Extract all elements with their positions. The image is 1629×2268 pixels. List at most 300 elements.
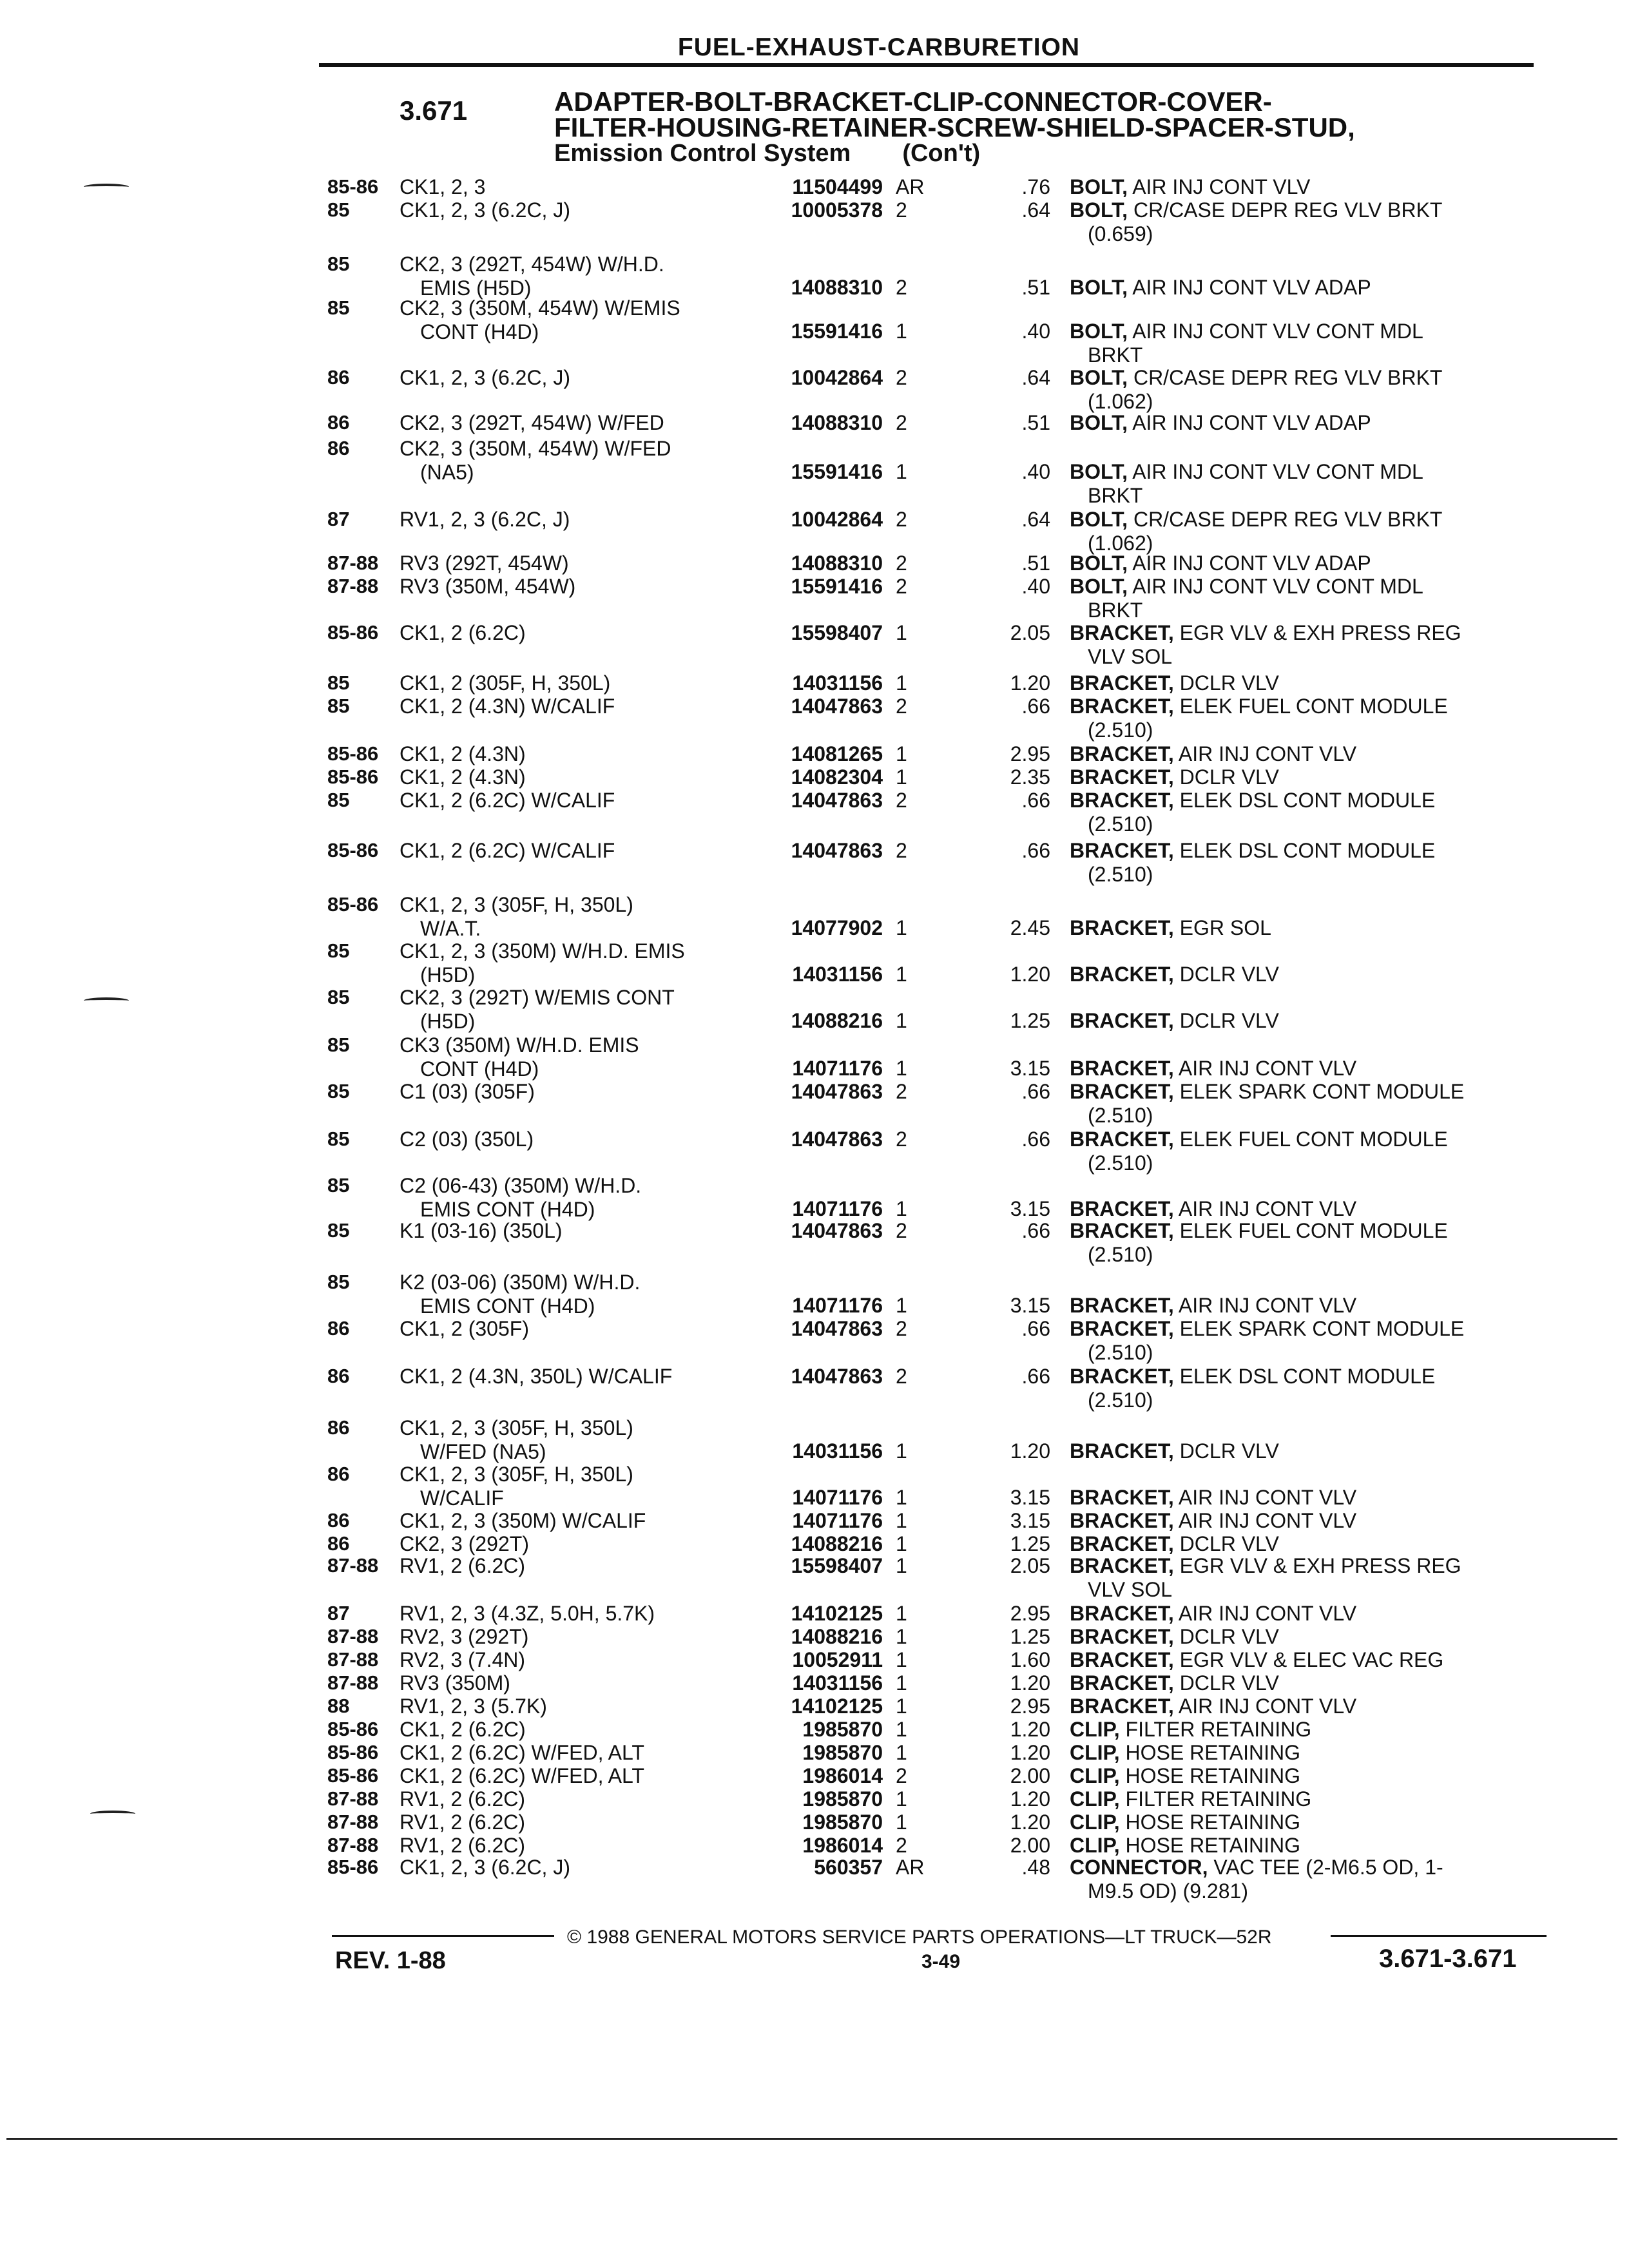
application-line2: EMIS (H5D) (420, 276, 532, 300)
description-cell (1070, 1695, 1547, 1718)
part-number-cell: 14047863 (791, 1128, 883, 1151)
part-number-cell: 14047863 (791, 839, 883, 862)
application-line1: CK1, 2 (4.3N) (400, 765, 526, 789)
footer-copyright: © 1988 GENERAL MOTORS SERVICE PARTS OPERATIONS—LT TRUCK—52R (567, 1927, 1272, 1948)
part-number-cell: 15591416 (791, 575, 883, 598)
application-line1: C1 (03) (305F) (400, 1080, 535, 1103)
application-line1: CK1, 2 (6.2C) (400, 1718, 526, 1741)
year-cell: 85-86 (327, 1856, 379, 1878)
table-row (0, 1128, 1629, 1175)
table-row (0, 1033, 1629, 1081)
quantity-cell: AR (896, 175, 925, 198)
description-text: DCLR VLV (1179, 963, 1279, 986)
quantity-cell: 1 (896, 1811, 907, 1834)
year-cell: 85 (327, 1128, 350, 1150)
application-line2: W/A.T. (420, 917, 481, 940)
year-cell: 85-86 (327, 1718, 379, 1740)
description-cell (1070, 1856, 1547, 1903)
group-number: 3.671 (400, 95, 468, 126)
description-cell (1070, 695, 1547, 742)
application-cell (400, 1787, 735, 1811)
year-cell: 88 (327, 1695, 350, 1717)
description-line2: (1.062) (1088, 390, 1153, 413)
description-text: DCLR VLV (1179, 765, 1279, 789)
application-line1: CK2, 3 (292T, 454W) W/FED (400, 411, 664, 434)
description-cell (1070, 621, 1547, 669)
application-line1: CK1, 2, 3 (6.2C, J) (400, 366, 570, 389)
quantity-cell: 2 (896, 575, 907, 598)
description-cell (1070, 765, 1547, 789)
part-number-cell: 14071176 (792, 1486, 883, 1509)
group-title (554, 86, 1521, 167)
year-cell: 86 (327, 1463, 350, 1485)
description-type: BOLT, (1070, 175, 1128, 198)
description-type: BRACKET, (1070, 1648, 1174, 1671)
price-cell: .40 (1021, 575, 1050, 598)
application-line1: CK3 (350M) W/H.D. EMIS (400, 1033, 639, 1057)
description-type: BRACKET, (1070, 1671, 1174, 1695)
description-cell (1070, 963, 1547, 986)
year-cell: 87-88 (327, 575, 379, 597)
description-type: BOLT, (1070, 276, 1128, 299)
table-row (0, 1365, 1629, 1412)
description-type: BRACKET, (1070, 963, 1174, 986)
quantity-cell: 1 (896, 1439, 907, 1463)
footer-page-number: 3-49 (921, 1951, 961, 1972)
description-text: HOSE RETAINING (1125, 1834, 1300, 1857)
quantity-cell: 1 (896, 1509, 907, 1532)
quantity-cell: 2 (896, 1128, 907, 1151)
description-text: ELEK DSL CONT MODULE (1179, 1365, 1436, 1388)
price-cell: .51 (1021, 552, 1050, 575)
application-cell (400, 1602, 735, 1626)
description-text: AIR INJ CONT VLV ADAP (1132, 276, 1371, 299)
quantity-cell: 2 (896, 198, 907, 222)
description-type: CLIP, (1070, 1764, 1120, 1787)
description-line2: (2.510) (1088, 1389, 1153, 1412)
part-number-cell: 1985870 (802, 1718, 883, 1741)
year-cell: 85 (327, 986, 350, 1008)
description-text: ELEK SPARK CONT MODULE (1179, 1317, 1465, 1340)
table-row (0, 695, 1629, 742)
description-type: BRACKET, (1070, 1509, 1174, 1532)
part-number-cell: 14081265 (791, 742, 883, 765)
price-cell: 2.05 (1010, 1554, 1050, 1577)
description-line2: (2.510) (1088, 863, 1153, 886)
description-line2: BRKT (1088, 599, 1143, 622)
description-type: BRACKET, (1070, 1294, 1174, 1317)
description-type: BRACKET, (1070, 1554, 1174, 1577)
description-text: AIR INJ CONT VLV (1178, 1509, 1357, 1532)
description-cell (1070, 1764, 1547, 1788)
application-line2: W/FED (NA5) (420, 1440, 546, 1463)
quantity-cell: 1 (896, 1009, 907, 1032)
part-number-cell: 15591416 (791, 320, 883, 343)
application-cell (400, 1128, 735, 1151)
application-line1: CK2, 3 (292T) (400, 1532, 529, 1555)
part-number-cell: 14082304 (791, 765, 883, 789)
description-cell (1070, 1787, 1547, 1811)
price-cell: 1.25 (1010, 1009, 1050, 1032)
application-cell (400, 253, 735, 300)
description-cell (1070, 1554, 1547, 1602)
part-number-cell: 14088310 (791, 276, 883, 299)
description-text: DCLR VLV (1179, 1532, 1279, 1555)
price-cell: 2.05 (1010, 621, 1050, 644)
part-number-cell: 14071176 (792, 1509, 883, 1532)
table-row (0, 789, 1629, 836)
description-text: DCLR VLV (1179, 1009, 1279, 1032)
description-text: CR/CASE DEPR REG VLV BRKT (1133, 508, 1443, 531)
description-line2: M9.5 OD) (9.281) (1088, 1879, 1248, 1903)
scan-mark (84, 997, 129, 1004)
description-type: BRACKET, (1070, 1625, 1174, 1648)
part-number-cell: 11504499 (792, 175, 883, 198)
application-cell (400, 508, 735, 532)
description-cell (1070, 1718, 1547, 1742)
description-cell (1070, 1057, 1547, 1081)
description-type: BOLT, (1070, 411, 1128, 434)
description-cell (1070, 1009, 1547, 1033)
year-cell: 85-86 (327, 742, 379, 765)
description-text: AIR INJ CONT VLV CONT MDL (1132, 575, 1423, 598)
description-type: BRACKET, (1070, 671, 1174, 695)
year-cell: 85-86 (327, 1764, 379, 1787)
description-cell (1070, 1128, 1547, 1175)
table-row (0, 198, 1629, 246)
application-line1: RV1, 2, 3 (5.7K) (400, 1695, 547, 1718)
year-cell: 85 (327, 671, 350, 694)
quantity-cell: 1 (896, 1486, 907, 1509)
part-number-cell: 10005378 (791, 198, 883, 222)
application-line1: K1 (03-16) (350L) (400, 1219, 563, 1242)
description-type: BRACKET, (1070, 839, 1174, 862)
description-type: CLIP, (1070, 1718, 1120, 1741)
application-line1: CK1, 2, 3 (305F, H, 350L) (400, 1463, 633, 1486)
description-text: AIR INJ CONT VLV (1178, 742, 1357, 765)
price-cell: .40 (1021, 320, 1050, 343)
application-line1: CK1, 2, 3 (6.2C, J) (400, 198, 570, 222)
year-cell: 86 (327, 366, 350, 389)
description-type: BOLT, (1070, 198, 1128, 222)
quantity-cell: 2 (896, 1080, 907, 1103)
year-cell: 85 (327, 1219, 350, 1242)
footer-rule-left (332, 1935, 554, 1937)
table-row (0, 296, 1629, 367)
description-cell (1070, 1602, 1547, 1626)
description-line2: BRKT (1088, 343, 1143, 367)
year-cell: 85 (327, 1080, 350, 1102)
description-type: BRACKET, (1070, 695, 1174, 718)
description-line2: (2.510) (1088, 1104, 1153, 1127)
part-number-cell: 14047863 (791, 1365, 883, 1388)
application-line1: K2 (03-06) (350M) W/H.D. (400, 1271, 641, 1294)
price-cell: .48 (1021, 1856, 1050, 1879)
table-row (0, 986, 1629, 1033)
description-type: BRACKET, (1070, 916, 1174, 939)
description-type: BRACKET, (1070, 621, 1174, 644)
quantity-cell: 1 (896, 1625, 907, 1648)
year-cell: 85-86 (327, 621, 379, 644)
description-line2: (2.510) (1088, 1243, 1153, 1266)
application-line1: CK2, 3 (292T, 454W) W/H.D. (400, 253, 664, 276)
quantity-cell: 1 (896, 742, 907, 765)
description-text: AIR INJ CONT VLV ADAP (1132, 552, 1371, 575)
price-cell: .40 (1021, 460, 1050, 483)
part-number-cell: 14071176 (792, 1057, 883, 1080)
description-line2: VLV SOL (1088, 1578, 1173, 1601)
description-type: BRACKET, (1070, 765, 1174, 789)
quantity-cell: 2 (896, 508, 907, 531)
description-cell (1070, 839, 1547, 887)
application-cell (400, 296, 735, 344)
price-cell: .76 (1021, 175, 1050, 198)
quantity-cell: 2 (896, 366, 907, 389)
application-line1: CK1, 2 (305F, H, 350L) (400, 671, 611, 695)
description-cell (1070, 1625, 1547, 1649)
description-cell (1070, 366, 1547, 414)
price-cell: .66 (1021, 1219, 1050, 1242)
quantity-cell: 1 (896, 1532, 907, 1555)
application-line1: CK1, 2 (6.2C) (400, 621, 526, 644)
part-number-cell: 10042864 (791, 508, 883, 531)
quantity-cell: 1 (896, 1057, 907, 1080)
quantity-cell: 1 (896, 1648, 907, 1671)
description-type: BRACKET, (1070, 742, 1174, 765)
price-cell: 1.20 (1010, 1718, 1050, 1741)
application-cell (400, 437, 735, 485)
year-cell: 85 (327, 1033, 350, 1056)
part-number-cell: 560357 (814, 1856, 883, 1879)
price-cell: .64 (1021, 198, 1050, 222)
application-line1: RV1, 2, 3 (6.2C, J) (400, 508, 570, 531)
application-cell (400, 1764, 735, 1788)
year-cell: 87-88 (327, 1787, 379, 1810)
part-number-cell: 14071176 (792, 1197, 883, 1220)
price-cell: 3.15 (1010, 1486, 1050, 1509)
description-text: HOSE RETAINING (1125, 1741, 1300, 1764)
description-text: ELEK FUEL CONT MODULE (1179, 695, 1448, 718)
group-title-line2: FILTER-HOUSING-RETAINER-SCREW-SHIELD-SPACER-STUD, (554, 112, 1355, 142)
quantity-cell: 2 (896, 839, 907, 862)
part-number-cell: 1985870 (802, 1811, 883, 1834)
application-cell (400, 1671, 735, 1695)
description-line2: (2.510) (1088, 718, 1153, 742)
description-text: VAC TEE (2-M6.5 OD, 1- (1213, 1856, 1443, 1879)
table-row (0, 253, 1629, 300)
price-cell: .66 (1021, 1317, 1050, 1340)
price-cell: 2.95 (1010, 1602, 1050, 1625)
application-cell (400, 552, 735, 575)
application-line2: CONT (H4D) (420, 1057, 539, 1081)
application-line1: RV1, 2 (6.2C) (400, 1787, 526, 1811)
description-cell (1070, 575, 1547, 622)
price-cell: 3.15 (1010, 1294, 1050, 1317)
description-text: HOSE RETAINING (1125, 1811, 1300, 1834)
description-type: BOLT, (1070, 508, 1128, 531)
application-line1: RV1, 2 (6.2C) (400, 1811, 526, 1834)
application-line1: CK1, 2, 3 (305F, H, 350L) (400, 893, 633, 916)
description-type: CLIP, (1070, 1834, 1120, 1857)
table-row (0, 1856, 1629, 1903)
application-line1: RV1, 2 (6.2C) (400, 1554, 526, 1577)
part-number-cell: 1985870 (802, 1741, 883, 1764)
table-row (0, 1463, 1629, 1510)
description-type: BRACKET, (1070, 1365, 1174, 1388)
description-text: AIR INJ CONT VLV ADAP (1132, 411, 1371, 434)
description-text: CR/CASE DEPR REG VLV BRKT (1133, 366, 1443, 389)
application-line2: (H5D) (420, 963, 476, 986)
part-number-cell: 15591416 (791, 460, 883, 483)
year-cell: 87-88 (327, 1648, 379, 1671)
quantity-cell: 2 (896, 1219, 907, 1242)
year-cell: 85 (327, 253, 350, 275)
table-row (0, 893, 1629, 941)
description-text: ELEK FUEL CONT MODULE (1179, 1128, 1448, 1151)
application-line1: RV3 (350M) (400, 1671, 510, 1695)
group-title-line1: ADAPTER-BOLT-BRACKET-CLIP-CONNECTOR-COVER- (554, 86, 1272, 117)
price-cell: .66 (1021, 1365, 1050, 1388)
table-row (0, 1554, 1629, 1602)
part-number-cell: 14088216 (791, 1009, 883, 1032)
application-cell (400, 1718, 735, 1742)
description-text: ELEK DSL CONT MODULE (1179, 839, 1436, 862)
description-text: HOSE RETAINING (1125, 1764, 1300, 1787)
table-row (0, 508, 1629, 555)
quantity-cell: AR (896, 1856, 925, 1879)
part-number-cell: 14102125 (791, 1602, 883, 1625)
application-line2: CONT (H4D) (420, 320, 539, 343)
part-number-cell: 14077902 (791, 916, 883, 939)
description-cell (1070, 1509, 1547, 1533)
application-cell (400, 1509, 735, 1533)
application-cell (400, 939, 735, 987)
application-line1: RV2, 3 (292T) (400, 1625, 529, 1648)
footer-section-range: 3.671-3.671 (1379, 1945, 1517, 1973)
application-line1: CK1, 2, 3 (400, 175, 486, 198)
year-cell: 85 (327, 296, 350, 319)
year-cell: 87-88 (327, 1834, 379, 1856)
part-number-cell: 1986014 (802, 1764, 883, 1787)
part-number-cell: 14047863 (791, 789, 883, 812)
application-cell (400, 411, 735, 435)
description-cell (1070, 1439, 1547, 1463)
footer-revision: REV. 1-88 (335, 1947, 446, 1974)
price-cell: 2.45 (1010, 916, 1050, 939)
application-line1: CK1, 2 (6.2C) W/CALIF (400, 789, 615, 812)
quantity-cell: 1 (896, 671, 907, 695)
quantity-cell: 1 (896, 1602, 907, 1625)
application-line1: CK2, 3 (350M, 454W) W/FED (400, 437, 671, 460)
application-cell (400, 1741, 735, 1765)
description-text: AIR INJ CONT VLV (1178, 1486, 1357, 1509)
application-line1: CK1, 2 (4.3N, 350L) W/CALIF (400, 1365, 673, 1388)
price-cell: 3.15 (1010, 1197, 1050, 1220)
application-line1: CK2, 3 (350M, 454W) W/EMIS (400, 296, 680, 320)
year-cell: 86 (327, 1509, 350, 1532)
price-cell: 2.95 (1010, 742, 1050, 765)
year-cell: 87 (327, 508, 350, 530)
description-cell (1070, 1080, 1547, 1128)
quantity-cell: 1 (896, 1671, 907, 1695)
description-text: AIR INJ CONT VLV CONT MDL (1132, 460, 1423, 483)
description-cell (1070, 320, 1547, 367)
application-cell (400, 198, 735, 222)
application-cell (400, 765, 735, 789)
description-cell (1070, 411, 1547, 435)
quantity-cell: 1 (896, 1741, 907, 1764)
application-cell (400, 695, 735, 718)
section-header: FUEL-EXHAUST-CARBURETION (677, 34, 1081, 61)
description-text: ELEK FUEL CONT MODULE (1179, 1219, 1448, 1242)
description-cell (1070, 1365, 1547, 1412)
description-type: BOLT, (1070, 366, 1128, 389)
price-cell: 1.20 (1010, 1811, 1050, 1834)
description-type: CLIP, (1070, 1741, 1120, 1764)
table-row (0, 1080, 1629, 1128)
description-text: AIR INJ CONT VLV (1178, 1057, 1357, 1080)
application-cell (400, 986, 735, 1033)
bottom-rule (6, 2138, 1617, 2140)
application-line1: CK1, 2, 3 (350M) W/CALIF (400, 1509, 646, 1532)
application-cell (400, 1648, 735, 1672)
part-number-cell: 14088310 (791, 411, 883, 434)
description-cell (1070, 1197, 1547, 1221)
description-cell (1070, 1486, 1547, 1510)
description-text: AIR INJ CONT VLV (1178, 1602, 1357, 1625)
quantity-cell: 1 (896, 320, 907, 343)
description-cell (1070, 789, 1547, 836)
footer-rule-right (1331, 1935, 1547, 1937)
quantity-cell: 2 (896, 1764, 907, 1787)
part-number-cell: 10052911 (792, 1648, 883, 1671)
description-cell (1070, 1834, 1547, 1858)
table-row (0, 1317, 1629, 1365)
year-cell: 85 (327, 1271, 350, 1293)
description-text: AIR INJ CONT VLV (1178, 1294, 1357, 1317)
application-line1: CK2, 3 (292T) W/EMIS CONT (400, 986, 675, 1009)
quantity-cell: 1 (896, 1787, 907, 1811)
description-line2: VLV SOL (1088, 645, 1173, 668)
application-line1: CK1, 2 (6.2C) W/FED, ALT (400, 1741, 644, 1764)
description-text: DCLR VLV (1179, 1439, 1279, 1463)
application-line1: RV3 (292T, 454W) (400, 552, 569, 575)
year-cell: 87-88 (327, 1554, 379, 1577)
description-cell (1070, 1294, 1547, 1318)
quantity-cell: 1 (896, 1197, 907, 1220)
scan-mark (90, 1811, 135, 1817)
description-type: BOLT, (1070, 575, 1128, 598)
table-row (0, 621, 1629, 669)
description-cell (1070, 1317, 1547, 1365)
table-row (0, 1416, 1629, 1464)
application-line1: C2 (06-43) (350M) W/H.D. (400, 1174, 642, 1197)
price-cell: 1.20 (1010, 671, 1050, 695)
quantity-cell: 2 (896, 552, 907, 575)
description-cell (1070, 1648, 1547, 1672)
price-cell: .66 (1021, 1080, 1050, 1103)
part-number-cell: 14031156 (792, 1671, 883, 1695)
description-type: BRACKET, (1070, 1057, 1174, 1080)
application-cell (400, 1033, 735, 1081)
description-type: BRACKET, (1070, 1219, 1174, 1242)
description-cell (1070, 1532, 1547, 1556)
part-number-cell: 14047863 (791, 1219, 883, 1242)
description-cell (1070, 1811, 1547, 1834)
description-text: EGR VLV & EXH PRESS REG (1179, 1554, 1461, 1577)
price-cell: .64 (1021, 508, 1050, 531)
year-cell: 85-86 (327, 1741, 379, 1763)
